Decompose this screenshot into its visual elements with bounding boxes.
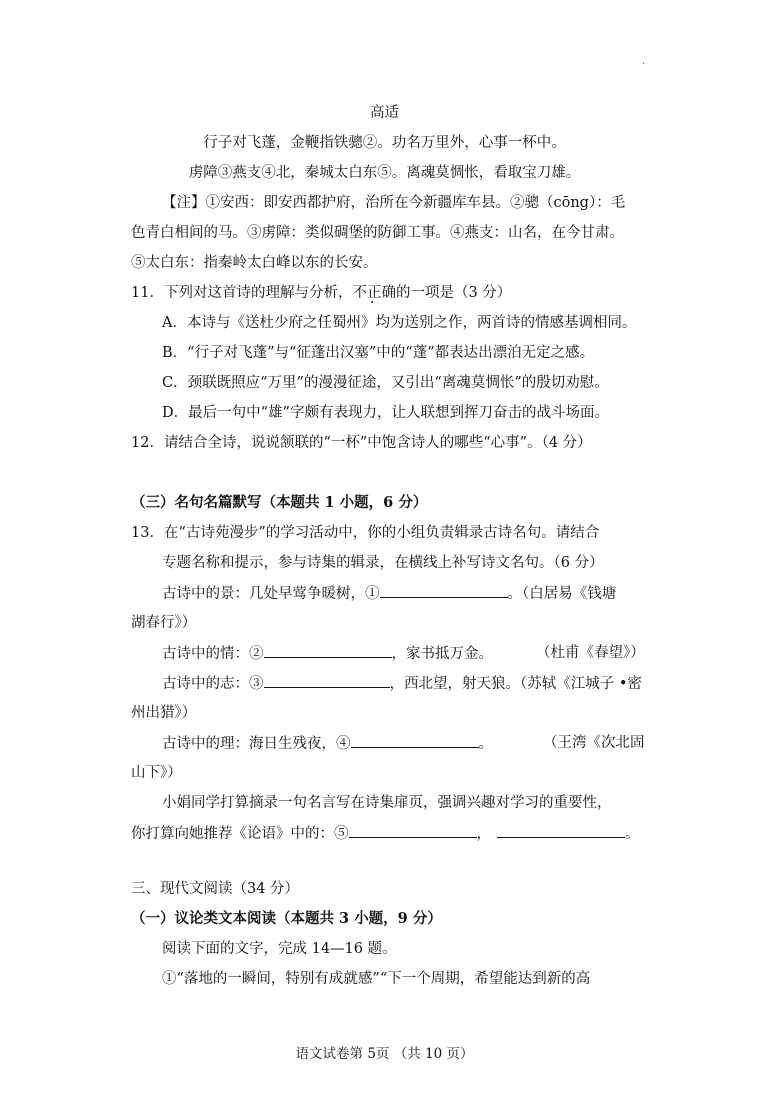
poem-author: 高适 xyxy=(370,105,399,121)
ambition-after: ，西北望，射天狼。（苏轼《江城子 •密 xyxy=(389,676,642,692)
emotion-prompt: 古诗中的情：② xyxy=(162,646,264,662)
part-3-sub-header: （一）议论类文本阅读（本题共 3 小题，9 分） xyxy=(131,910,442,927)
q13-line-2: 专题名称和提示，参与诗集的辑录，在横线上补写诗文名句。（6 分） xyxy=(162,555,604,571)
q11-option-b: B．“行子对飞蓬”与“征蓬出汉塞”中的“蓬”都表达出漂泊无定之感。 xyxy=(162,345,595,361)
poem-line-2: 虏障③燕支④北，秦城太白东⑤。离魂莫惆怅，看取宝刀雄。 xyxy=(188,165,581,181)
answer-blank-3[interactable] xyxy=(264,673,390,688)
scene-line xyxy=(162,583,616,604)
ambition-prompt: 古诗中的志：③ xyxy=(162,676,264,692)
answer-blank-2[interactable] xyxy=(264,643,392,658)
final-prompt: 你打算向她推荐《论语》中的：⑤ xyxy=(131,826,349,842)
q11-option-d: D．最后一句中“雄”字颇有表现力，让人联想到挥刀奋击的战斗场面。 xyxy=(162,405,609,421)
ambition-line xyxy=(162,673,642,694)
section-3-header: （三）名句名篇默写（本题共 1 小题，6 分） xyxy=(131,494,428,511)
reason-period: 。 xyxy=(478,736,493,752)
corner-mark: . xyxy=(642,56,646,67)
q13-line-1: 13．在“古诗苑漫步”的学习活动中，你的小组负责辑录古诗名句。请结合 xyxy=(131,525,600,541)
q11-option-c: C．颈联既照应“万里”的漫漫征途，又引出“离魂莫惆怅”的殷切劝慰。 xyxy=(162,375,609,391)
q11-stem-c: 的一项是（3 分） xyxy=(395,285,512,301)
scene-source-cont: 湖春行》） xyxy=(131,615,197,631)
scene-source: 。（白居易《钱塘 xyxy=(507,586,617,602)
answer-blank-5a[interactable] xyxy=(349,823,477,838)
reason-line xyxy=(162,733,493,754)
answer-blank-4[interactable] xyxy=(351,733,479,748)
q11-option-a: A．本诗与《送杜少府之任蜀州》均为送别之作，两首诗的情感基调相同。 xyxy=(162,315,637,331)
final-period: 。 xyxy=(625,826,640,842)
emotion-after: ，家书抵万金。 xyxy=(391,646,493,662)
final-prompt-line-2 xyxy=(131,823,640,844)
emotion-source: （杜甫《春望》） xyxy=(536,645,645,661)
reason-source: （王湾《次北固 xyxy=(543,735,645,751)
answer-blank-5b[interactable] xyxy=(497,823,625,838)
reason-source-cont: 山下》） xyxy=(131,765,182,781)
notes-line-2: 色青白相间的马。③虏障：类似碉堡的防御工事。④燕支：山名，在今甘肃。 xyxy=(131,225,624,241)
final-prompt-line-1: 小娟同学打算摘录一句名言写在诗集扉页，强调兴趣对学习的重要性， xyxy=(162,795,612,811)
notes-line-3: ⑤太白东：指秦岭太白峰以东的长安。 xyxy=(131,255,378,271)
scene-prompt: 古诗中的景：几处早莺争暖树，① xyxy=(162,586,380,602)
part-3-header: 三、现代文阅读（34 分） xyxy=(131,881,300,897)
reading-instruction: 阅读下面的文字，完成 14—16 题。 xyxy=(162,941,397,957)
question-12: 12．请结合全诗，说说颔联的“一杯”中饱含诗人的哪些“心事”。（4 分） xyxy=(131,435,592,451)
question-11-stem xyxy=(131,283,511,303)
answer-blank-1[interactable] xyxy=(380,583,508,598)
reading-paragraph-1: ①“落地的一瞬间，特别有成就感”“下一个周期，希望能达到新的高 xyxy=(162,971,591,987)
q11-stem-a: 11．下列对这首诗的理解与分析， xyxy=(131,285,353,301)
page-footer: 语文试卷第 5页 （共 10 页） xyxy=(295,1046,474,1062)
ambition-source-cont: 州出猎》） xyxy=(131,705,197,721)
reason-prompt: 古诗中的理：海日生残夜，④ xyxy=(162,736,351,752)
notes-line-1: 【注】①安西：即安西都护府，治所在今新疆库车县。②骢（cōng）：毛 xyxy=(162,195,626,211)
poem-line-1: 行子对飞蓬，金鞭指铁骢②。功名万里外，心事一杯中。 xyxy=(203,135,566,151)
q11-stem-emphasis: 不正确 xyxy=(352,285,396,301)
final-comma: ， xyxy=(476,826,491,842)
emotion-line xyxy=(162,643,493,664)
